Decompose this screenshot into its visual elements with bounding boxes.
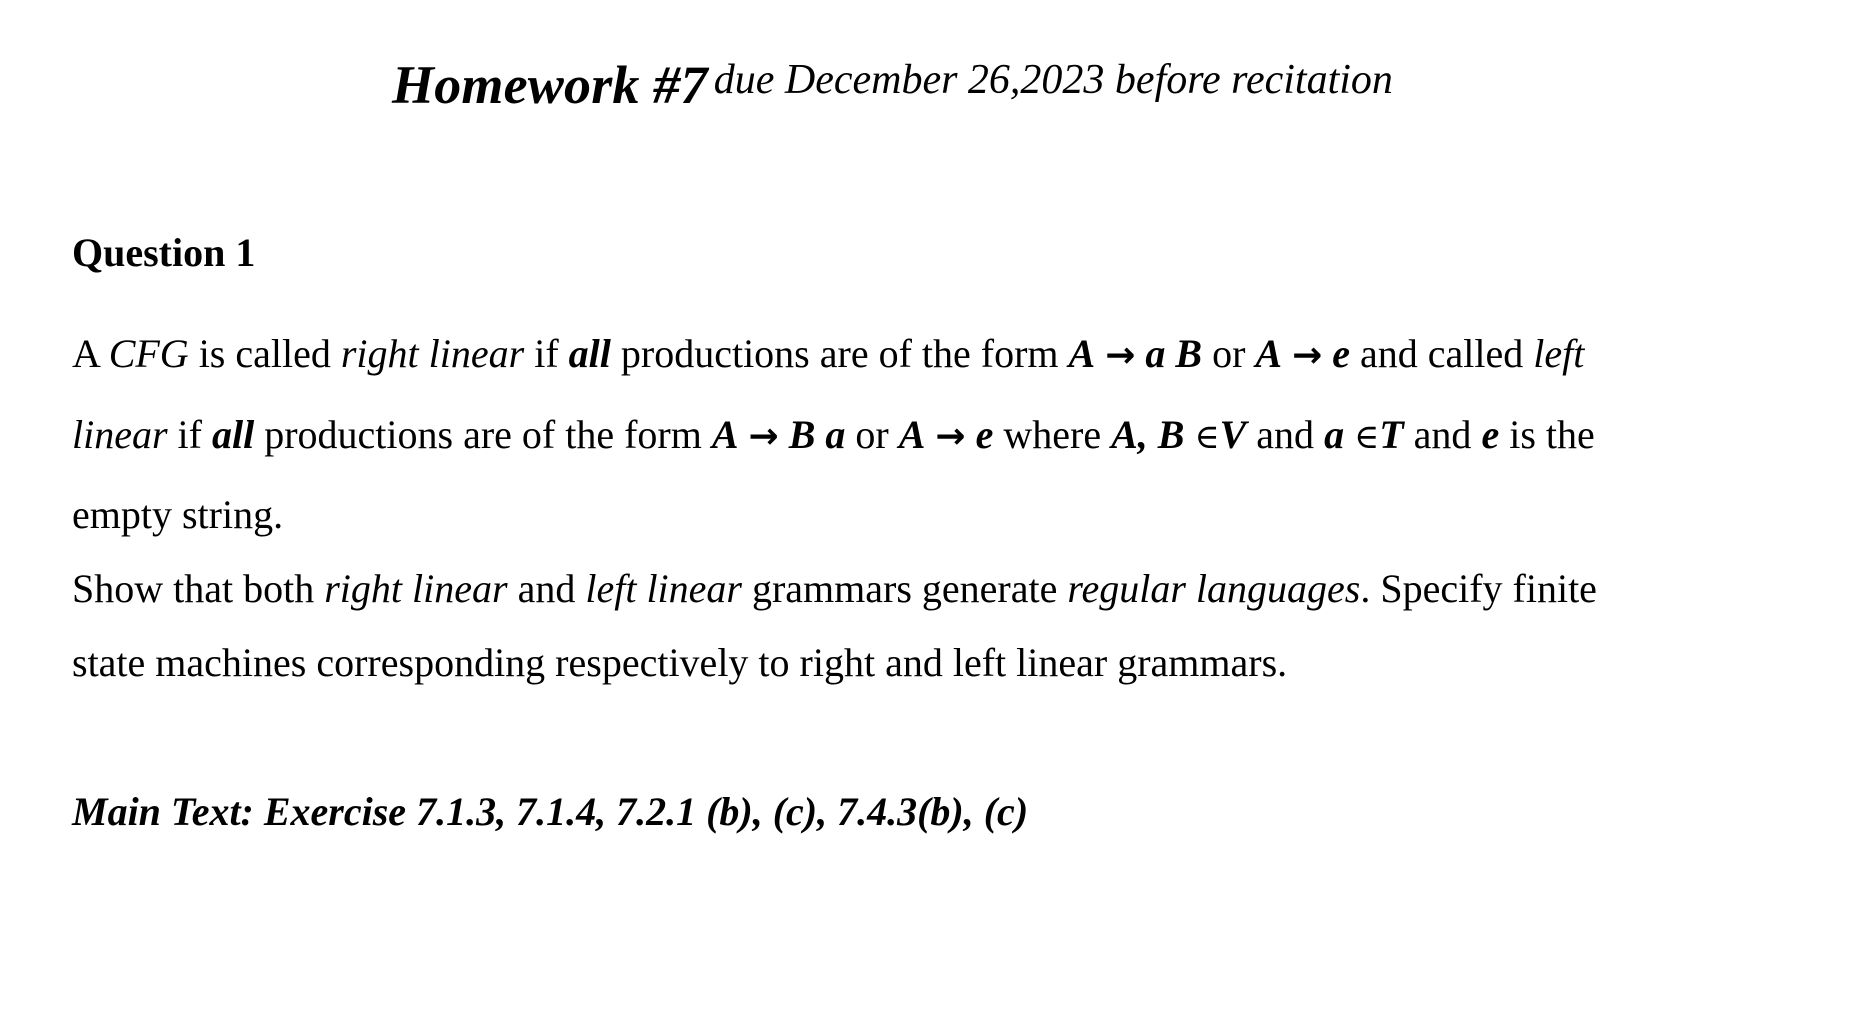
text-run: . Specify finite — [1360, 566, 1597, 611]
term-left-linear: left linear — [585, 566, 742, 611]
symbol-V: V — [1219, 412, 1247, 457]
text-run: or — [1202, 331, 1256, 376]
text-run: Show that both — [72, 566, 325, 611]
arrow-symbol: → — [748, 416, 779, 457]
text-run: is the — [1499, 412, 1595, 457]
term-linear: linear — [72, 412, 168, 457]
term-regular-languages: regular languages — [1067, 566, 1361, 611]
term-cfg: CFG — [108, 331, 189, 376]
question-text-line-1 — [72, 331, 1585, 376]
question-text-line-2 — [72, 412, 1595, 457]
emphasis-all: all — [211, 412, 255, 457]
question-text-line-5: state machines corresponding respectively to right and left linear grammars. — [72, 640, 1288, 685]
production-rhs: B a — [788, 412, 846, 457]
emphasis-all: all — [568, 331, 611, 376]
symbols-A-B: A, B — [1111, 412, 1185, 457]
symbol-e: e — [975, 412, 994, 457]
question-text-line-4 — [72, 566, 1597, 611]
arrow-symbol: → — [935, 416, 966, 457]
text-run: and — [1403, 412, 1482, 457]
document-title: Homework #7 — [392, 55, 708, 115]
symbol-A: A — [1255, 331, 1283, 376]
symbol-T: T — [1379, 412, 1404, 457]
element-of-symbol: ∈ — [1194, 417, 1220, 457]
text-run: and — [1246, 412, 1325, 457]
term-right-linear: right linear — [324, 566, 508, 611]
text-run: productions are of the form — [610, 331, 1069, 376]
term-left: left — [1533, 331, 1585, 376]
text-run: A — [72, 331, 109, 376]
question-heading: Question 1 — [72, 230, 256, 275]
document-title-line — [392, 55, 1393, 115]
text-run: if — [167, 412, 212, 457]
text-run: grammars generate — [741, 566, 1068, 611]
symbol-A: A — [1068, 331, 1096, 376]
text-run: and called — [1350, 331, 1534, 376]
symbol-A: A — [711, 412, 739, 457]
term-right-linear: right linear — [340, 331, 525, 376]
symbol-e: e — [1332, 331, 1351, 376]
arrow-symbol: → — [1105, 335, 1136, 376]
due-date-text: due December 26,2023 before recitation — [713, 57, 1393, 103]
arrow-symbol: → — [1292, 335, 1323, 376]
text-run: if — [524, 331, 569, 376]
element-of-symbol: ∈ — [1354, 417, 1380, 457]
text-run: productions are of the form — [254, 412, 712, 457]
symbol-A: A — [898, 412, 926, 457]
symbol-e: e — [1481, 412, 1500, 457]
question-text-line-3: empty string. — [72, 492, 284, 537]
main-text-exercises: Main Text: Exercise 7.1.3, 7.1.4, 7.2.1 (b), (c), 7.4.3(b), (c) — [72, 789, 1029, 834]
text-run: and — [507, 566, 586, 611]
symbol-a: a — [1324, 412, 1345, 457]
production-rhs: a B — [1145, 331, 1203, 376]
text-run: or — [845, 412, 899, 457]
text-run: is called — [188, 331, 341, 376]
text-run: where — [993, 412, 1112, 457]
